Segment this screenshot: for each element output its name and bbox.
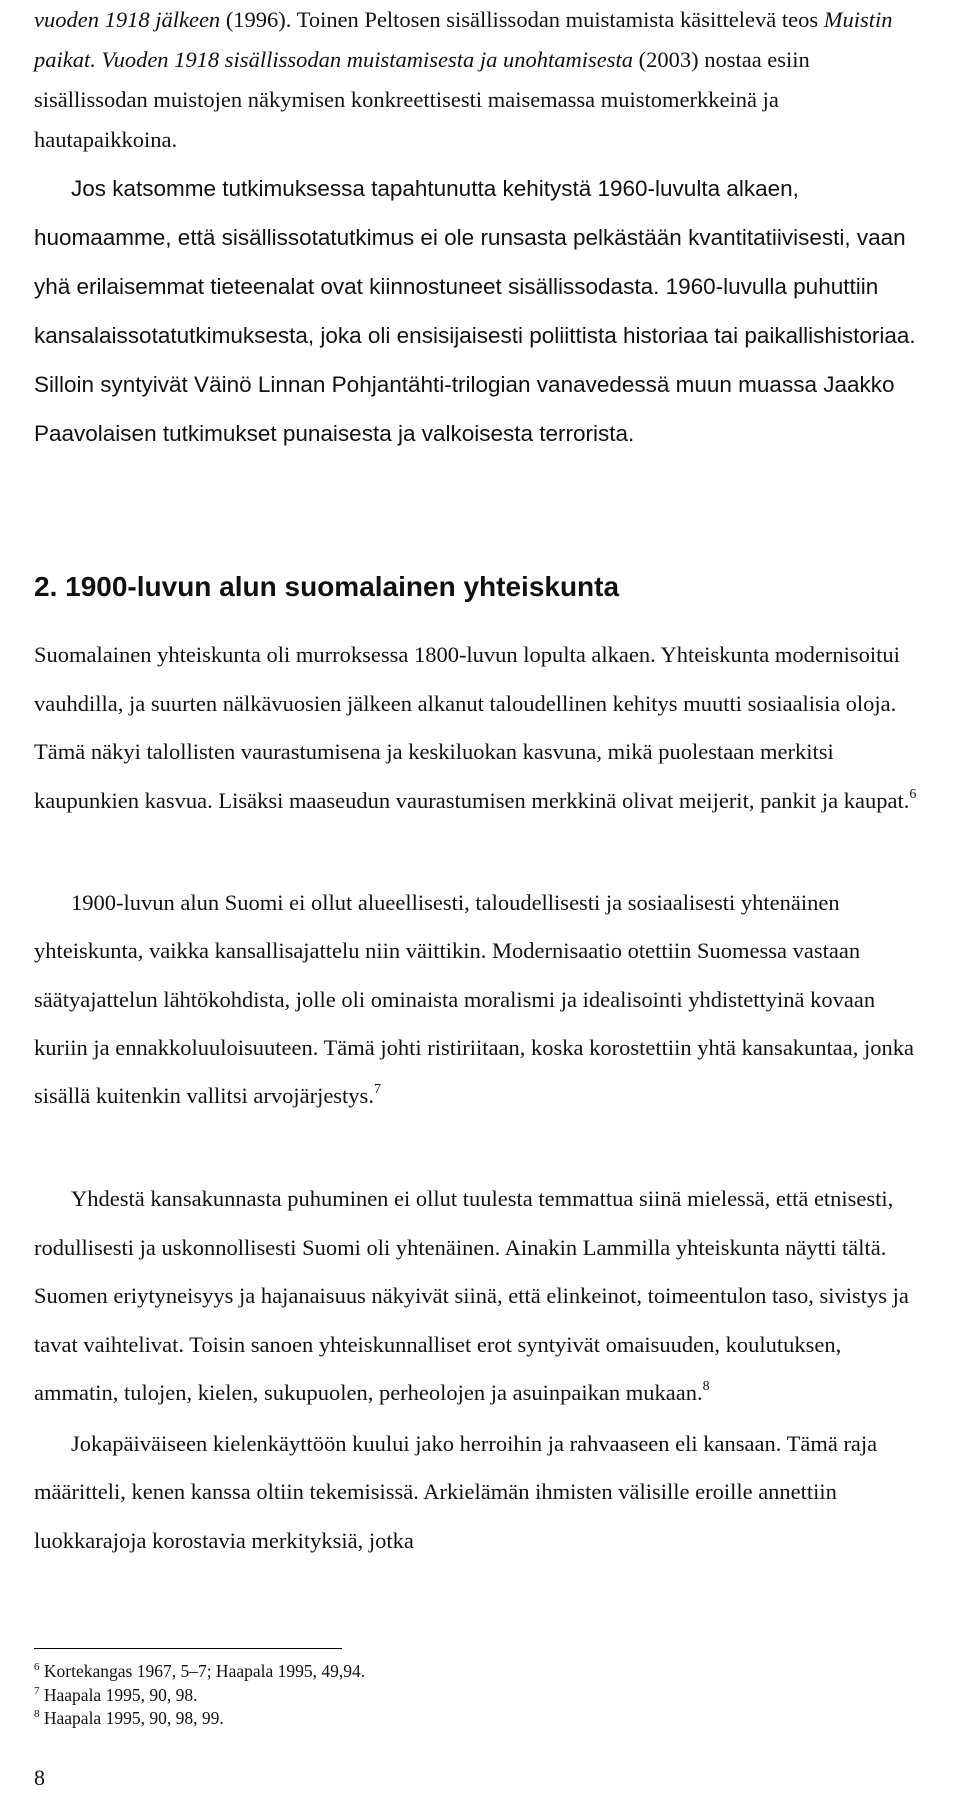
footnote-ref[interactable]: 6 [909, 786, 917, 802]
footnote-7 [34, 1684, 365, 1708]
paragraph-one-nation [34, 1175, 924, 1418]
paragraph-text: (1996). Toinen Peltosen sisällissodan muistamista käsittelevä teos [220, 7, 824, 32]
footnote-number: 8 [34, 1708, 40, 1720]
footnote-ref[interactable]: 7 [373, 1082, 381, 1098]
footnote-text: Haapala 1995, 90, 98, 99. [43, 1708, 224, 1728]
footnotes [34, 1660, 365, 1731]
paragraph-text: (2003) nostaa esiin sisällissodan muistojen näkymisen konkreettisesti maisemassa muistomerkkeinä ja hautapaikkoina. [34, 47, 810, 152]
italic-book-title: Muistin paikat. Vuoden 1918 sisällissodan muistamisesta ja unohtamisesta [34, 7, 893, 72]
footnote-text: Haapala 1995, 90, 98. [43, 1684, 198, 1705]
footnote-separator [34, 1648, 342, 1649]
footnote-number: 6 [34, 1661, 40, 1673]
paragraph-intro-continued [34, 0, 924, 160]
paragraph-research-development [34, 164, 924, 458]
italic-title-part: vuoden 1918 jälkeen [34, 7, 221, 32]
paragraph-everyday-language [34, 1420, 924, 1565]
paragraph-text: Jokapäiväiseen kielenkäyttöön kuului jako herroihin ja rahvaaseen eli kansaan. Tämä raja määritteli, kenen kanssa oltiin tekemisissä. Arkielämän ihmisten välisille eroille annettiin luokkarajoja korostavia merkityksiä, jotka [34, 1431, 878, 1553]
paragraph-text: Suomalainen yhteiskunta oli murroksessa 1800-luvun lopulta alkaen. Yhteiskunta modernisoitui vauhdilla, ja suurten nälkävuosien jälkeen alkanut taloudellinen kehitys muutti sosiaalisia oloja. Tämä näkyi talollisten vaurastumisena ja keskiluokan kasvuna, mikä puolestaan merkitsi kaupunkien kasvua. Lisäksi maaseudun vaurastumisen merkkinä olivat meijerit, pankit ja kaupat. [34, 642, 910, 813]
paragraph-society-change [34, 631, 924, 825]
footnote-text: Kortekangas 1967, 5–7; Haapala 1995, 49,94. [43, 1661, 366, 1681]
section-heading: 2. 1900-luvun alun suomalainen yhteiskunta [34, 571, 620, 602]
footnote-number: 7 [34, 1684, 40, 1697]
footnote-8 [34, 1707, 365, 1731]
paragraph-text: 1900-luvun alun Suomi ei ollut alueellisesti, taloudellisesti ja sosiaalisesti yhtenäinen yhteiskunta, vaikka kansallisajattelu niin väittikin. Modernisaatio otettiin Suomessa vastaan säätyajattelun lähtökohdista, jolle oli ominaista moralismi ja idealisointi yhdistettyinä kovaan kuriin ja ennakkoluuloisuuteen. Tämä johti ristiriitaan, koska korostettiin yhtä kansakuntaa, jonka sisällä kuitenkin vallitsi arvojärjestys. [34, 890, 915, 1109]
page-number: 8 [34, 1765, 45, 1790]
paragraph-text: Yhdestä kansakunnasta puhuminen ei ollut tuulesta temmattua siinä mielessä, että etnisesti, rodullisesti ja uskonnollisesti Suomi oli yhtenäinen. Ainakin Lammilla yhteiskunta näytti tältä. Suomen eriytyneisyys ja hajanaisuus näkyivät siinä, että elinkeinot, toimeentulon taso, sivistys ja tavat vaihtelivat. Toisin sanoen yhteiskunnalliset erot syntyivät omaisuuden, koulutuksen, ammatin, tulojen, kielen, sukupuolen, perheolojen ja asuinpaikan mukaan. [34, 1186, 909, 1405]
paragraph-text: Jos katsomme tutkimuksessa tapahtunutta kehitystä 1960-luvulta alkaen, huomaamme, että sisällissotatutkimus ei ole runsasta pelkästään kvantitatiivisesti, vaan yhä erilaisemmat tieteenalat ovat kiinnostuneet sisällissodasta. 1960-luvulla puhuttiin kansalaissotatutkimuksesta, joka oli ensisijaisesti poliittista historiaa tai paikallishistoriaa. Silloin syntyivät Väinö Linnan Pohjantähti-trilogian vanavedessä muun muassa Jaakko Paavolaisen tutkimukset punaisesta ja valkoisesta terrorista. [34, 176, 916, 446]
footnote-ref[interactable]: 8 [702, 1379, 710, 1394]
footnote-6 [34, 1660, 365, 1684]
paragraph-finland-1900 [34, 879, 924, 1120]
